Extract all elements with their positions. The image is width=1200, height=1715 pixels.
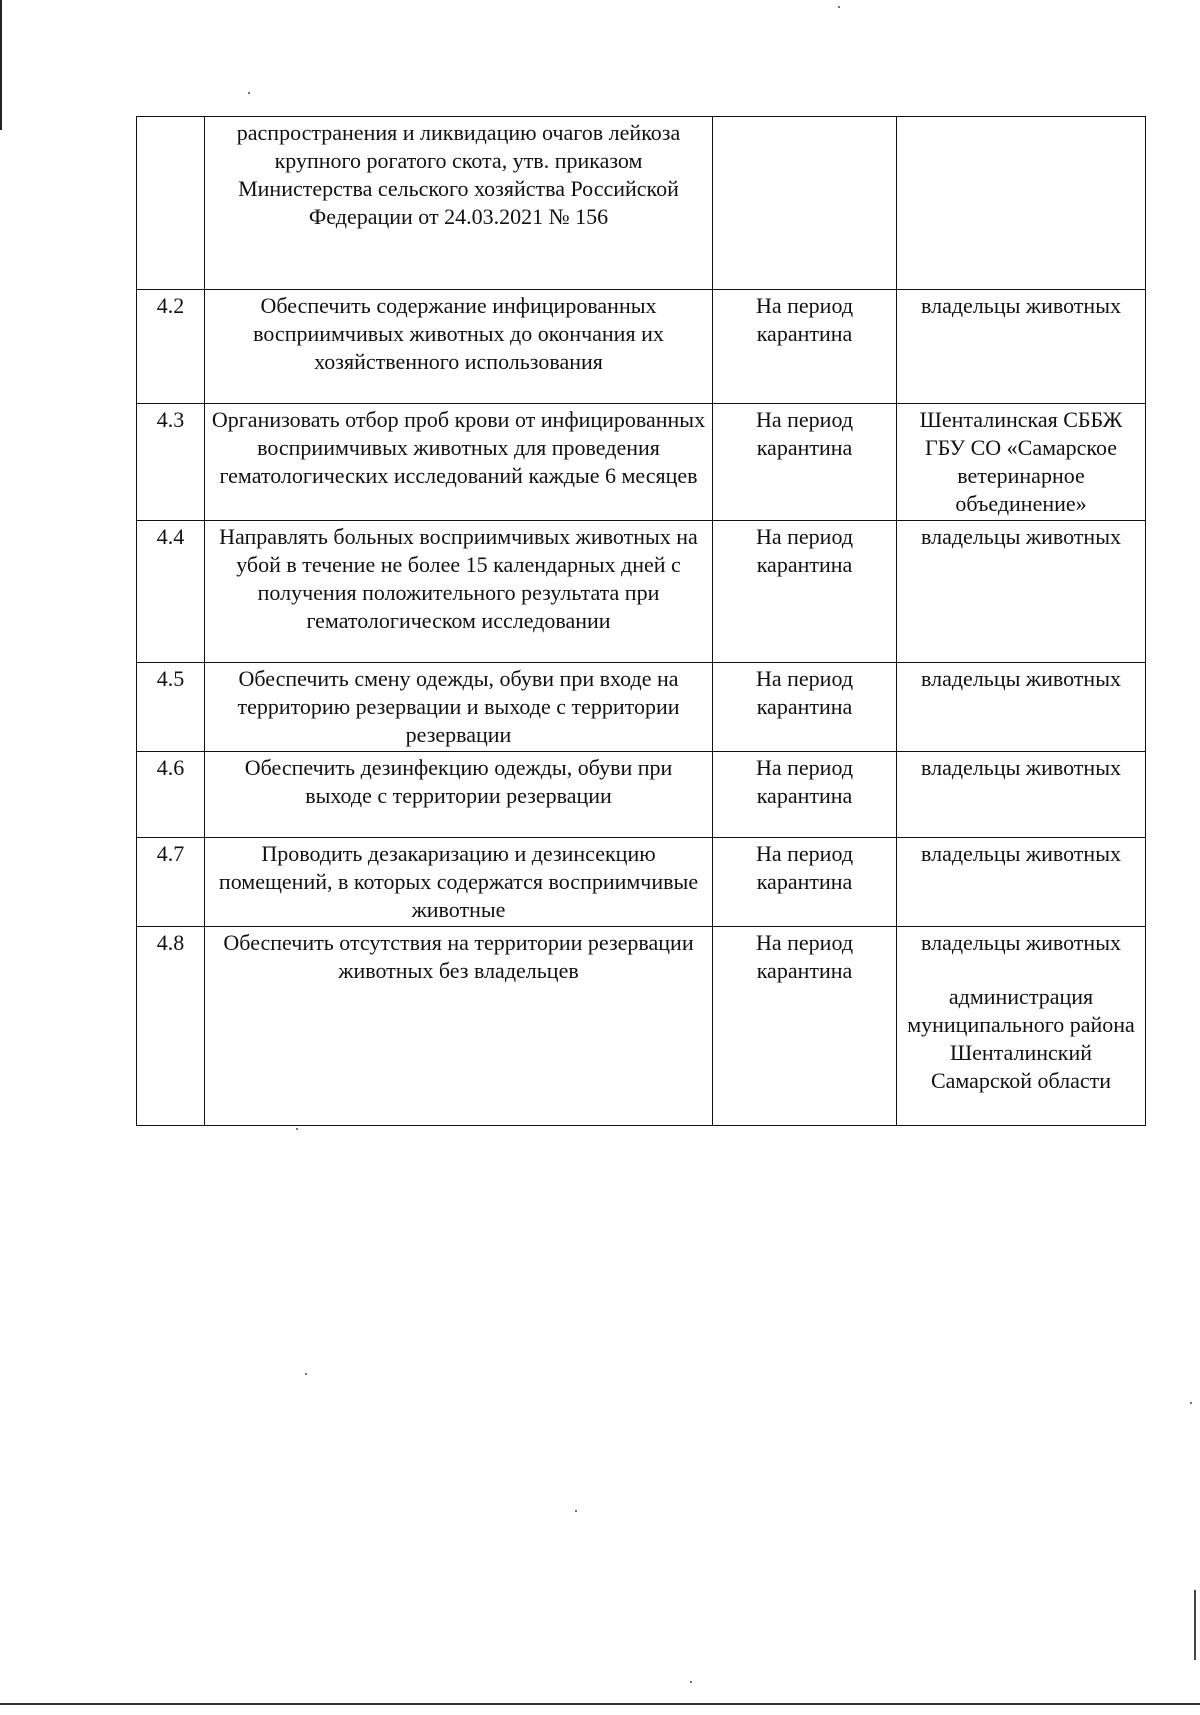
row-term: На период карантина [713,663,897,752]
scan-edge-bottom [0,1703,1200,1705]
row-responsible [897,927,1146,1126]
scan-speck [248,92,250,94]
table-row [137,927,1146,1126]
row-responsible: владельцы животных [897,521,1146,663]
row-term: На период карантина [713,404,897,521]
row-term: На период карантина [713,290,897,404]
table-row [137,290,1146,404]
row-responsible: владельцы животных [897,663,1146,752]
row-measure: Проводить дезакаризацию и дезинсекцию помещений, в которых содержатся восприимчивые животные [205,838,713,927]
scan-edge-right [1194,1590,1196,1660]
row-number: 4.2 [137,290,205,404]
table-row [137,117,1146,290]
table-row [137,663,1146,752]
row-term: На период карантина [713,927,897,1126]
row-term [713,117,897,290]
scan-speck [296,1128,298,1130]
scan-speck [1190,1402,1192,1404]
row-measure: распространения и ликвидацию очагов лейкоза крупного рогатого скота, утв. приказом Министерства сельского хозяйства Российской Федерации от 24.03.2021 № 156 [205,117,713,290]
table-row [137,752,1146,838]
scan-speck [575,1510,577,1512]
row-number: 4.8 [137,927,205,1126]
row-responsible: владельцы животных [897,752,1146,838]
row-responsible: владельцы животных [897,290,1146,404]
table-row [137,838,1146,927]
scan-edge-left [0,0,2,130]
table-row [137,521,1146,663]
measures-table [136,116,1146,1126]
scan-speck [838,6,840,8]
row-measure: Обеспечить смену одежды, обуви при входе на территорию резервации и выходе с территории резервации [205,663,713,752]
row-term: На период карантина [713,521,897,663]
row-measure: Направлять больных восприимчивых животных на убой в течение не более 15 календарных дней с получения положительного результата при гематологическом исследовании [205,521,713,663]
row-term: На период карантина [713,752,897,838]
row-number: 4.3 [137,404,205,521]
row-measure: Организовать отбор проб крови от инфицированных восприимчивых животных для проведения гематологических исследований каждые 6 месяцев [205,404,713,521]
row-number [137,117,205,290]
row-measure: Обеспечить содержание инфицированных восприимчивых животных до окончания их хозяйственного использования [205,290,713,404]
row-number: 4.5 [137,663,205,752]
row-responsible: Шенталинская СББЖ ГБУ СО «Самарское ветеринарное объединение» [897,404,1146,521]
scan-speck [690,1681,692,1683]
row-measure: Обеспечить дезинфекцию одежды, обуви при выходе с территории резервации [205,752,713,838]
row-number: 4.4 [137,521,205,663]
scan-speck [305,1373,307,1375]
row-responsible [897,117,1146,290]
row-responsible: владельцы животных [897,838,1146,927]
row-number: 4.7 [137,838,205,927]
responsible-owners: владельцы животных [921,930,1121,955]
row-number: 4.6 [137,752,205,838]
row-term: На период карантина [713,838,897,927]
table-row [137,404,1146,521]
row-measure: Обеспечить отсутствия на территории резервации животных без владельцев [205,927,713,1126]
responsible-administration: администрация муниципального района Шенталинский Самарской области [907,984,1135,1093]
responsible-gap [903,957,1139,983]
